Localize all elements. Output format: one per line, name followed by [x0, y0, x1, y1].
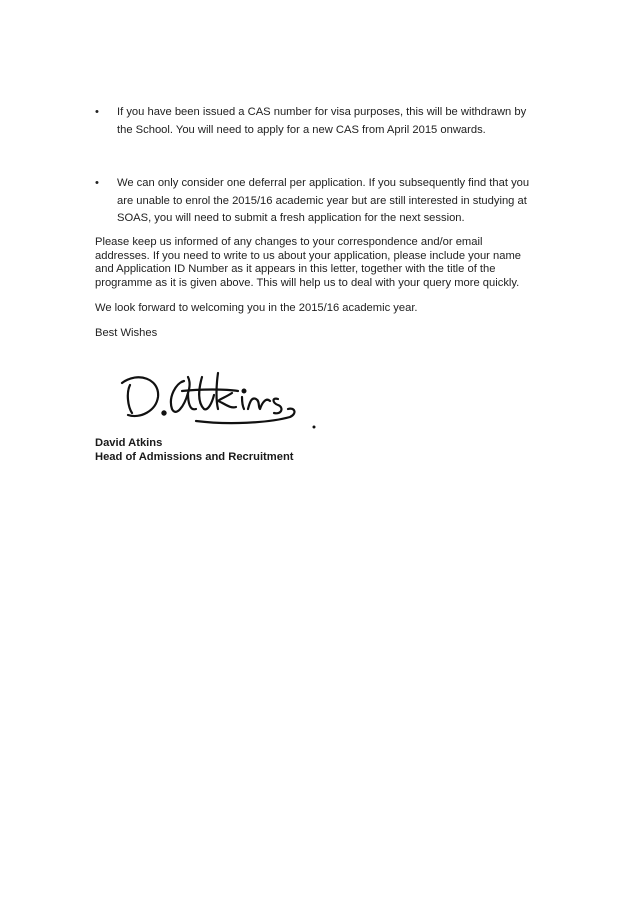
handwritten-signature	[118, 363, 328, 433]
signer-title: Head of Admissions and Recruitment	[95, 451, 294, 463]
bullet-text-deferral: We can only consider one deferral per application. If you subsequently find that you are unable to enrol the 2015/16 academic year but are still interested in studying at SOAS, you will need to submit a fresh application for the next session.	[117, 177, 530, 224]
paragraph-keep-informed: Please keep us informed of any changes to your correspondence and/or email addresses. If you need to write to us about your application, please include your name and Application ID Number as it appears in this letter, together with the title of the programme as it is given above. This will help us to deal with your query more quickly.	[95, 236, 522, 289]
paragraph-look-forward: We look forward to welcoming you in the 2015/16 academic year.	[95, 302, 418, 314]
bullet-marker: •	[95, 177, 99, 189]
bullet-marker: •	[95, 106, 99, 118]
closing-line: Best Wishes	[95, 327, 158, 339]
signer-name: David Atkins	[95, 437, 163, 449]
bullet-text-cas: If you have been issued a CAS number for visa purposes, this will be withdrawn by the School. You will need to apply for a new CAS from April 2015 onwards.	[117, 106, 527, 136]
